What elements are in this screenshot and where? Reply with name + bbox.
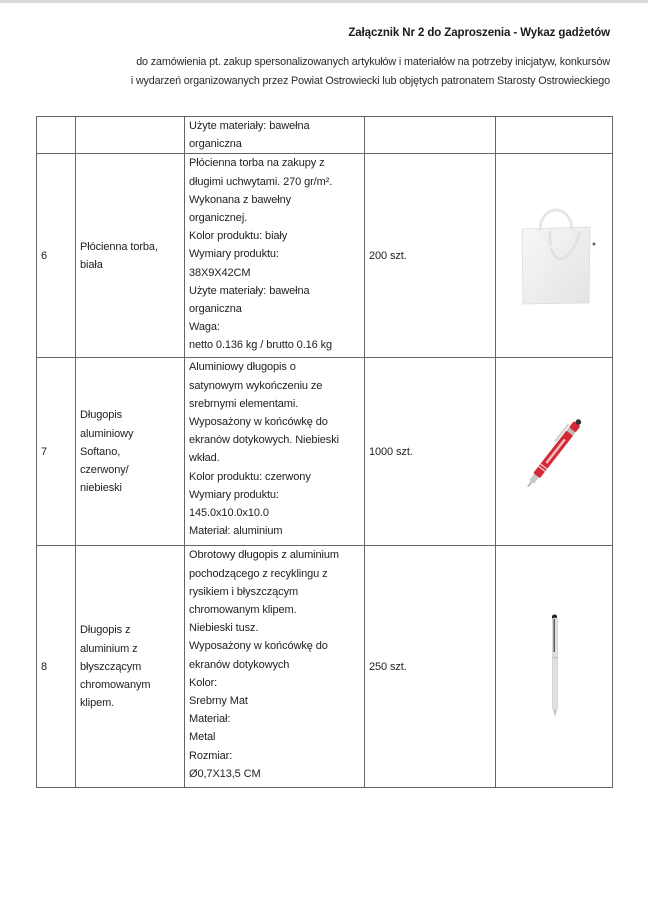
description-line: 38X9X42CM — [189, 266, 251, 279]
cell-number — [37, 117, 76, 154]
cell-number: 6 — [37, 154, 76, 358]
description-line: Użyte materiały: bawełna — [189, 120, 310, 132]
name-line: błyszczącym — [80, 660, 142, 673]
name-line: czerwony/ — [80, 464, 129, 476]
cell-quantity: 1000 szt. — [365, 358, 496, 546]
cell-description — [185, 546, 365, 788]
name-line: klipem. — [80, 697, 115, 710]
description-line: netto 0.136 kg / brutto 0.16 kg — [189, 339, 333, 352]
description-line: chromowanym klipem. — [189, 604, 297, 617]
subtitle-line: i wydarzeń organizowanych przez Powiat Ostrowiecki lub objętych patronatem Starosty Ostrowieckiego — [130, 75, 610, 87]
name-line: Płócienna torba, — [80, 240, 158, 253]
table-row — [37, 154, 613, 358]
cell-image — [496, 358, 613, 546]
description-line: srebrnymi elementami. — [189, 397, 299, 410]
description-line: Materiał: — [189, 713, 231, 726]
description-line: długimi uchwytami. 270 gr/m². — [189, 175, 333, 188]
description-line: Kolor: — [189, 676, 218, 689]
description-line: Ø0,7X13,5 CM — [189, 767, 261, 780]
cell-description — [185, 117, 365, 154]
name-line: niebieski — [80, 482, 122, 495]
description-line: Płócienna torba na zakupy z — [189, 157, 325, 170]
cell-quantity: 200 szt. — [365, 154, 496, 358]
description-line: wkład. — [189, 452, 220, 465]
document-title: Załącznik Nr 2 do Zaproszenia - Wykaz gadżetów — [348, 27, 610, 39]
silver-pen-image — [545, 612, 565, 722]
description-line: Srebrny Mat — [189, 695, 248, 708]
description-line: Aluminiowy długopis o — [189, 361, 296, 374]
description-line: Waga: — [189, 321, 220, 334]
name-line: aluminium z — [80, 642, 138, 655]
cell-quantity — [365, 117, 496, 154]
name-line: Długopis z — [80, 624, 131, 637]
description-line: Kolor produktu: biały — [189, 230, 288, 243]
description-line: Wyposażony w końcówkę do — [189, 416, 328, 429]
name-line: chromowanym — [80, 679, 151, 691]
cell-name — [76, 117, 185, 154]
cell-name — [76, 546, 185, 788]
description-line: Materiał: aluminium — [189, 525, 283, 538]
description-line: Niebieski tusz. — [189, 622, 259, 635]
name-line: Długopis — [80, 409, 123, 422]
cell-name — [76, 358, 185, 546]
description-line: Metal — [189, 731, 216, 744]
description-line: Wymiary produktu: — [189, 248, 279, 261]
description-line: Wyposażony w końcówkę do — [189, 640, 328, 653]
cell-image — [496, 117, 613, 154]
cell-quantity: 250 szt. — [365, 546, 496, 788]
name-line: Softano, — [80, 445, 121, 458]
cell-image — [496, 546, 613, 788]
description-line: ekranów dotykowych — [189, 658, 290, 671]
gadgets-table — [36, 116, 613, 788]
description-line: Użyte materiały: bawełna — [189, 284, 310, 297]
description-line: rysikiem i błyszczącym — [189, 585, 299, 598]
cell-number: 7 — [37, 358, 76, 546]
subtitle-line: do zamówienia pt. zakup spersonalizowanych artykułów i materiałów na potrzeby inicjatyw, konkursów — [136, 56, 610, 68]
description-line: Obrotowy długopis z aluminium — [189, 549, 339, 562]
page-top-edge — [0, 0, 648, 3]
description-line: organiczna — [189, 138, 242, 151]
description-line: satynowym wykończeniu ze — [189, 379, 323, 392]
document-subtitle — [10, 53, 610, 91]
description-line: ekranów dotykowych. Niebieski — [189, 434, 339, 447]
table-row — [37, 358, 613, 546]
cell-description — [185, 154, 365, 358]
description-line: 145.0x10.0x10.0 — [189, 507, 269, 520]
name-line: aluminiowy — [80, 427, 134, 440]
description-line: pochodzącego z recyklingu z — [189, 567, 328, 580]
tote-bag-image — [510, 201, 600, 311]
cell-image — [496, 154, 613, 358]
description-line: Wykonana z bawełny — [189, 193, 292, 206]
description-line: organiczna — [189, 303, 242, 316]
name-line: biała — [80, 258, 103, 271]
red-pen-image — [505, 402, 605, 502]
table-row — [37, 546, 613, 788]
description-line: Wymiary produktu: — [189, 488, 279, 501]
table-row — [37, 117, 613, 154]
description-line: Rozmiar: — [189, 749, 233, 762]
description-line: Kolor produktu: czerwony — [189, 470, 311, 483]
cell-description — [185, 358, 365, 546]
description-line: organicznej. — [189, 212, 248, 225]
cell-number: 8 — [37, 546, 76, 788]
cell-name — [76, 154, 185, 358]
